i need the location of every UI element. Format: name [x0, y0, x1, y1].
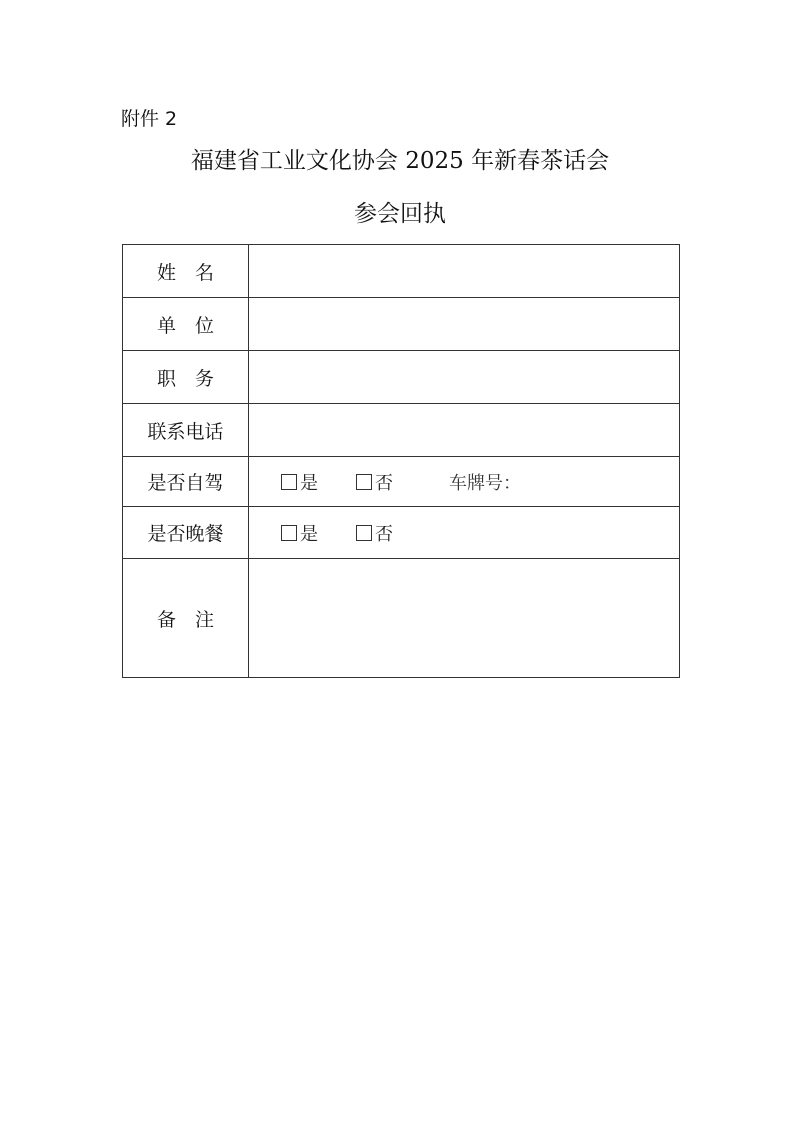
document-title: 福建省工业文化协会 2025 年新春茶话会 — [190, 148, 610, 174]
checkbox-icon[interactable] — [281, 474, 297, 490]
name-field[interactable] — [249, 245, 680, 298]
form-row-name — [123, 245, 680, 298]
form-row-organization — [123, 298, 680, 351]
document-subtitle: 参会回执 — [354, 201, 446, 227]
license-plate-label: 车牌号： — [449, 472, 521, 494]
organization-field[interactable] — [249, 298, 680, 351]
self-drive-field — [249, 457, 680, 507]
self-drive-yes-text: 是 — [300, 472, 318, 494]
dinner-label: 是否晚餐 — [123, 507, 249, 559]
dinner-yes-text: 是 — [300, 523, 318, 545]
form-row-phone — [123, 404, 680, 457]
self-drive-no-option[interactable] — [356, 469, 393, 495]
form-row-position — [123, 351, 680, 404]
checkbox-icon[interactable] — [281, 525, 297, 541]
dinner-yes-option[interactable] — [281, 520, 318, 546]
checkbox-icon[interactable] — [356, 474, 372, 490]
position-label: 职 务 — [123, 351, 249, 404]
position-field[interactable] — [249, 351, 680, 404]
checkbox-icon[interactable] — [356, 525, 372, 541]
dinner-no-option[interactable] — [356, 520, 393, 546]
dinner-field — [249, 507, 680, 559]
name-label: 姓 名 — [123, 245, 249, 298]
registration-form-table — [122, 244, 680, 678]
form-row-dinner — [123, 507, 680, 559]
phone-label: 联系电话 — [123, 404, 249, 457]
remarks-field[interactable] — [249, 559, 680, 678]
remarks-label: 备 注 — [123, 559, 249, 678]
self-drive-label: 是否自驾 — [123, 457, 249, 507]
phone-field[interactable] — [249, 404, 680, 457]
self-drive-no-text: 否 — [375, 472, 393, 494]
form-row-self-drive — [123, 457, 680, 507]
attachment-label: 附件 2 — [121, 108, 178, 130]
organization-label: 单 位 — [123, 298, 249, 351]
self-drive-yes-option[interactable] — [281, 469, 318, 495]
form-row-remarks — [123, 559, 680, 678]
dinner-no-text: 否 — [375, 523, 393, 545]
